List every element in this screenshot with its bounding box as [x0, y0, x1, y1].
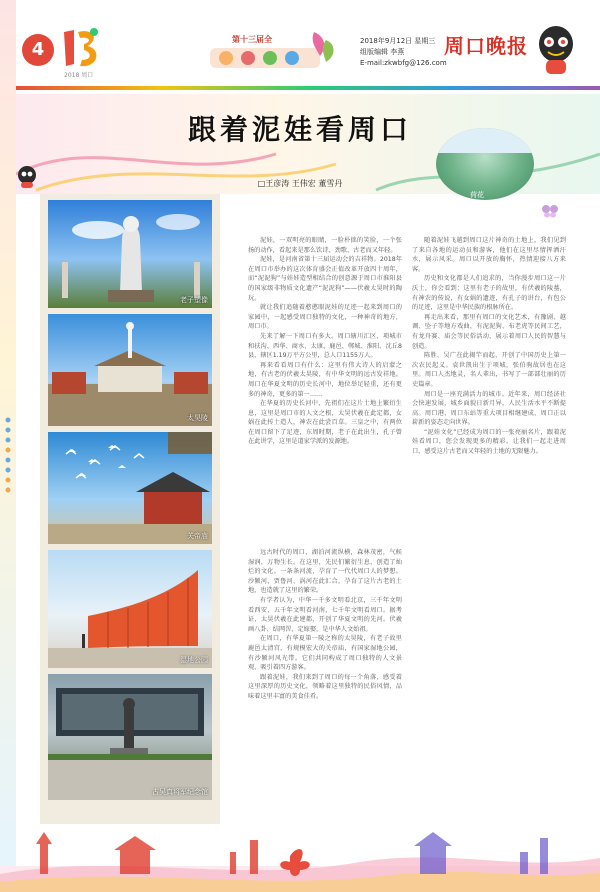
paragraph: 历史和文化都是人们追求的，当你漫步周口这一片沃土，你会看到：这里有老子的故里，有伏羲的陵墓，有神农的传说，有女娲的遗迹，有孔子的讲台，有包公的足迹，这里是中华民族的根脉所在。	[412, 275, 566, 312]
article-column-1	[248, 236, 402, 447]
games-logo-icon	[58, 24, 104, 76]
article-column-2	[412, 236, 566, 457]
layout-editor: 组版编辑 李燕	[360, 48, 405, 56]
paragraph: 远古时代的周口，湖泊河流纵横，森林茂密，气候湿润，万物生长。在这里，先民们繁衍生息，创造了灿烂的文化。一条条河流，孕育了一代代周口人的梦想。沙颍河、贾鲁河、涡河在此汇合，孕育了这片古老的土地，也造就了这里的繁荣。	[248, 549, 402, 595]
wetland-park-photo	[48, 550, 212, 668]
laozi-photo-caption: 老子塑像	[180, 296, 208, 304]
bottom-landmarks-decoration	[0, 822, 600, 892]
newspaper-masthead: 周口晚报	[444, 34, 528, 58]
page-number-badge: 4	[22, 34, 54, 66]
memorial-illustration	[48, 674, 212, 800]
article-title: 跟着泥娃看周口	[187, 113, 412, 146]
paragraph: 泥娃，是河南省第十三届运动会的吉祥物。2018年在周口市举办的这次体育盛会正值改革开放四十周年，而“泥泥狗”与娃娃造型相结合的创意源于周口市淮阳县的国家级非物质文化遗产“泥泥狗”——伏羲太昊时的陶玩。	[248, 256, 402, 302]
paragraph: 先来了解一下周口有多大。周口辖川汇区、项城市和扶沟、西华、商水、太康、鹿邑、郸城、淮阳、沈丘8县，辖区1.19万平方公里，总人口1155万人。	[248, 332, 402, 360]
guandi-temple-photo	[48, 432, 212, 544]
paragraph: 再走出来看，那里有周口的文化艺术，有豫剧、越调、坠子等地方戏曲，有泥泥狗、布老虎等民间工艺，有龙舟赛、庙会等民俗活动，展示着周口人民的智慧与创造。	[412, 313, 566, 350]
paragraph: 周口是一座充满活力的城市。近年来，周口经济社会快速发展，城乡面貌日新月异，人民生活水平不断提高。周口港、周口东站等重大项目相继建成，周口正以崭新的姿态走向世界。	[412, 390, 566, 427]
park-sculpture-illustration	[48, 550, 212, 668]
paragraph: 陈胜、吴广在此揭竿而起，开创了中国历史上第一次农民起义。袁世凯出生于项城，张伯驹故居也在这里。周口人杰地灵，名人辈出，书写了一部部壮丽的历史篇章。	[412, 352, 566, 388]
wetland-photo-caption: 湿地公园	[180, 656, 208, 664]
guandi-photo-caption: 关帝庙	[187, 532, 208, 540]
paragraph: 随着泥娃飞越到周口这片神奇的土地上，我们见到了来自各地的运动员和游客，他们在这里尽情挥洒汗水，展示风采。周口以开放的胸怀，热情迎接八方来客。	[412, 237, 566, 273]
article-byline: □王彦涛 王伟宏 董雪丹	[257, 179, 343, 188]
paragraph: 在周口，有华夏第一陵之称的太昊陵，有老子故里鹿邑太清宫，有规模宏大的关帝庙，有国家湿地公园，有沙颍河风光带。它们共同构成了周口独特的人文景观，吸引着四方游客。	[248, 635, 402, 672]
photo-column	[40, 194, 220, 824]
header-rainbow-divider	[16, 86, 600, 90]
laozi-statue-photo	[48, 200, 212, 308]
congress-caption: 第十三届全	[232, 35, 272, 44]
paragraph: 跟着泥娃，我们来到了周口的每一个角落，感受着这里深厚的历史文化，领略着这里独特的民俗风情，品味着这里丰富的美食佳肴。	[248, 673, 402, 700]
taihao-mausoleum-photo	[48, 314, 212, 426]
logo-caption: 2018 周口	[64, 72, 94, 79]
paragraph: “泥娃文化”已经成为周口的一张亮丽名片，跟着泥娃看周口，您会发现更多的精彩。让我们一起走进周口，感受这片古老而又年轻的土地的无限魅力。	[412, 428, 566, 456]
butterfly-icon	[542, 204, 558, 218]
lotus-pond-photo	[436, 128, 534, 200]
paragraph: 在华夏的历史长河中，先祖们在这片土地上繁衍生息，这里是周口市的人文之根，太昊伏羲在此定都，女娲在此抟土造人，神农在此尝百草。三皇之中，有两位在周口留下了足迹，东周时期，老子在此出生，孔子曾在此讲学，这里是道家学派的发源地。	[248, 400, 402, 446]
photo-sky-area	[436, 128, 534, 153]
paragraph: 就让我们追随着憨憨眼泥娃的足迹一起来到周口的家园中，一起感受周口独特的文化，一种神奇的地方，周口市。	[248, 304, 402, 331]
taihao-photo-caption: 太昊陵	[187, 414, 208, 422]
contact-email: E-mail:zkwbfg@126.com	[360, 59, 447, 67]
paragraph: 再来看看周口有什么：这里有伟大诗人的启蒙之地，有古老的伏羲太昊陵，有中华文明的远古发祥地。周口在华夏文明的历史长河中，地位举足轻重，还有更多的神奇，更多的第一……	[248, 361, 402, 398]
mausoleum-illustration	[48, 314, 212, 426]
issue-date: 2018年9月12日 星期三	[360, 37, 436, 45]
statue-illustration	[48, 200, 212, 308]
memorial-hall-photo	[48, 674, 212, 800]
paragraph: 泥娃，一双明亮的眼睛，一脸朴拙的笑脸，一个张扬的动作，看起来是那么饮诗、劲歌、古老而又年轻。	[248, 237, 402, 254]
memorial-photo-caption: 古吴真将军纪念馆	[152, 788, 208, 796]
lotus-photo-caption: 荷花	[470, 191, 484, 199]
temple-illustration	[48, 432, 212, 544]
paragraph: 有学者认为，中华一千多文明看北京，三千年文明看西安，五千年文明看河南，七千年文明看周口。据考证，太昊伏羲在此建都，开创了华夏文明的先河。伏羲画八卦、结网罟、定嫁娶，是中华人文始祖。	[248, 596, 402, 633]
header-info	[360, 36, 447, 69]
article-column-1-lower	[248, 548, 402, 702]
mud-doll-mascot-icon	[534, 22, 578, 78]
